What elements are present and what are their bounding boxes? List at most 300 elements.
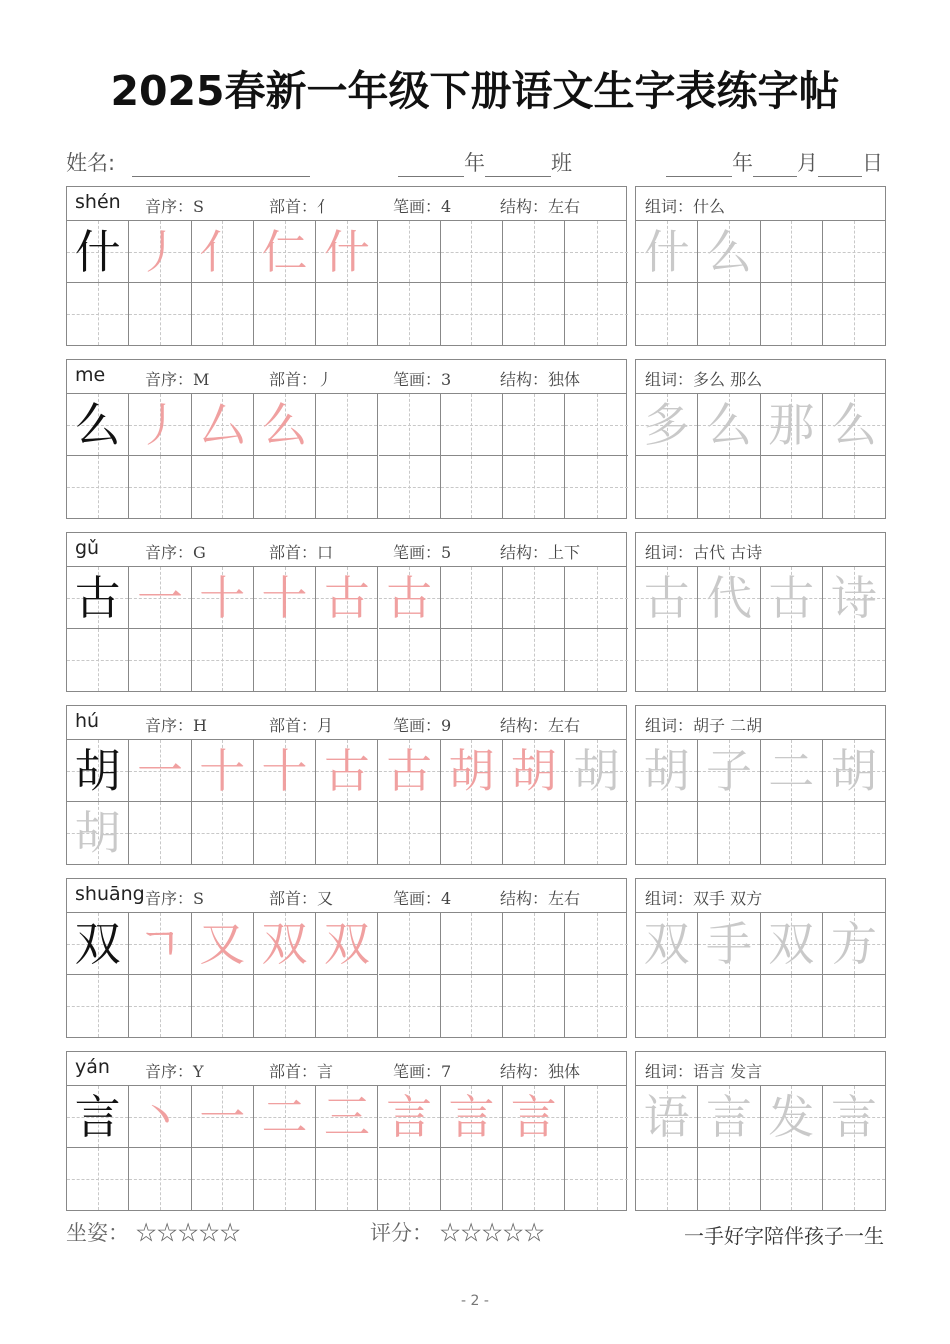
char-block [66, 186, 886, 346]
jiegou-field [500, 713, 580, 736]
trace-char: 双 [643, 916, 690, 971]
word-info-row [636, 1052, 885, 1086]
stroke-grid [66, 1051, 627, 1211]
jiegou-field [500, 1059, 580, 1082]
practice-cell[interactable] [441, 802, 503, 864]
bushou-field [269, 886, 333, 909]
bihua-field-value: 4 [441, 889, 452, 908]
practice-cell[interactable] [503, 1086, 565, 1148]
practice-cell[interactable] [129, 394, 191, 456]
word-cell[interactable] [823, 913, 885, 975]
bushou-field-value: 亻 [317, 197, 334, 216]
stroke-step: ㄱ [137, 916, 183, 971]
practice-cell[interactable] [129, 975, 191, 1037]
word-cell[interactable] [823, 1148, 885, 1210]
grade-label: 年 [464, 151, 485, 175]
practice-cell[interactable] [316, 913, 378, 975]
word-cell[interactable] [636, 456, 698, 518]
trace-char: 代 [705, 570, 752, 625]
stroke-step: 三 [323, 1089, 370, 1144]
stroke-step: 丿 [136, 224, 183, 279]
practice-cell[interactable] [254, 629, 316, 691]
word-cell[interactable] [636, 629, 698, 691]
practice-cell[interactable] [441, 740, 503, 802]
word-cell[interactable] [761, 394, 823, 456]
word-cell[interactable] [698, 221, 760, 283]
word-cell[interactable] [823, 629, 885, 691]
stroke-step: 十 [199, 743, 246, 798]
name-blank[interactable] [132, 154, 310, 177]
word-grid [635, 878, 886, 1038]
practice-cell[interactable] [192, 394, 254, 456]
bushou-field-value: 月 [317, 716, 334, 735]
yinxu-field [145, 1059, 204, 1082]
score-rating: 评分： ☆☆☆☆☆ [370, 1221, 545, 1245]
practice-cell[interactable] [565, 802, 627, 864]
practice-cell[interactable] [192, 221, 254, 283]
date-field [666, 147, 883, 177]
practice-cell[interactable] [565, 567, 627, 629]
jiegou-field-value: 左右 [548, 889, 581, 908]
yinxu-field-value: M [193, 370, 210, 389]
model-char: 双 [74, 916, 121, 971]
stroke-grid [66, 186, 627, 346]
word-cell[interactable] [698, 283, 760, 345]
practice-cell[interactable] [503, 913, 565, 975]
class-blank[interactable] [485, 154, 551, 177]
bihua-field-value: 9 [441, 716, 452, 735]
practice-cell[interactable] [129, 283, 191, 345]
jiegou-field-value: 左右 [548, 716, 581, 735]
practice-cell[interactable] [441, 1086, 503, 1148]
jiegou-field-label: 结构： [500, 716, 549, 735]
word-cell[interactable] [823, 567, 885, 629]
practice-cell[interactable] [129, 740, 191, 802]
word-cell[interactable] [636, 740, 698, 802]
stroke-step: 丿 [136, 397, 183, 452]
word-cell[interactable] [636, 975, 698, 1037]
bushou-field-value: 言 [317, 1062, 334, 1081]
word-cell[interactable] [698, 913, 760, 975]
jiegou-field [500, 886, 580, 909]
zuci-value: 什么 [693, 197, 726, 216]
word-cell[interactable] [761, 975, 823, 1037]
practice-cell[interactable] [441, 567, 503, 629]
word-cell[interactable] [761, 1148, 823, 1210]
word-cell[interactable] [823, 740, 885, 802]
word-cell[interactable] [636, 1086, 698, 1148]
practice-cell[interactable] [441, 629, 503, 691]
practice-cell[interactable] [67, 629, 129, 691]
practice-cell[interactable] [129, 1148, 191, 1210]
practice-cell[interactable] [565, 1086, 627, 1148]
yinxu-field-label: 音序： [145, 370, 194, 389]
yinxu-field-value: Y [193, 1062, 204, 1081]
stroke-step: 仁 [261, 224, 308, 279]
practice-cell[interactable] [129, 913, 191, 975]
stroke-step: 丶 [136, 1089, 183, 1144]
practice-cell[interactable] [129, 1086, 191, 1148]
word-cell[interactable] [698, 1148, 760, 1210]
name-field [66, 147, 310, 177]
jiegou-field-value: 独体 [548, 370, 581, 389]
practice-cell[interactable] [192, 975, 254, 1037]
word-cell[interactable] [761, 456, 823, 518]
word-cell[interactable] [698, 802, 760, 864]
word-info-row [636, 533, 885, 567]
stroke-step: 言 [448, 1089, 495, 1144]
practice-cell[interactable] [254, 567, 316, 629]
practice-cell[interactable] [254, 221, 316, 283]
practice-cell[interactable] [254, 394, 316, 456]
pinyin: me [75, 364, 106, 386]
class-field [398, 147, 572, 177]
word-cell[interactable] [823, 975, 885, 1037]
word-cell[interactable] [761, 802, 823, 864]
char-block [66, 878, 886, 1038]
trace-char: 言 [705, 1089, 752, 1144]
bushou-field-label: 部首： [269, 1062, 318, 1081]
stroke-step: 古 [386, 743, 433, 798]
bihua-field [393, 540, 451, 563]
word-cell[interactable] [636, 394, 698, 456]
trace-char: 二 [768, 743, 815, 798]
practice-cell[interactable] [192, 629, 254, 691]
practice-cell[interactable] [316, 1148, 378, 1210]
word-cell[interactable] [698, 975, 760, 1037]
word-cell[interactable] [636, 913, 698, 975]
practice-cell[interactable] [441, 283, 503, 345]
zuci-field [645, 194, 725, 217]
practice-cell[interactable] [565, 456, 627, 518]
char-info-row [67, 1052, 626, 1086]
page-number: - 2 - [461, 1293, 489, 1309]
trace-char: 手 [705, 916, 752, 971]
practice-cell[interactable] [503, 221, 565, 283]
word-cell[interactable] [761, 221, 823, 283]
practice-cell[interactable] [379, 1086, 441, 1148]
practice-cell[interactable] [441, 394, 503, 456]
practice-cell[interactable] [316, 221, 378, 283]
char-info-row [67, 187, 626, 221]
trace-char: 语 [643, 1089, 690, 1144]
word-cell[interactable] [636, 221, 698, 283]
word-cell[interactable] [698, 567, 760, 629]
char-block [66, 532, 886, 692]
practice-cell[interactable] [565, 629, 627, 691]
zuci-label: 组词： [645, 716, 694, 735]
word-cell[interactable] [761, 740, 823, 802]
word-cell[interactable] [698, 394, 760, 456]
practice-cell[interactable] [129, 456, 191, 518]
bushou-field [269, 367, 333, 390]
year-blank[interactable] [666, 154, 732, 177]
stroke-step: 又 [199, 916, 246, 971]
yinxu-field-label: 音序： [145, 716, 194, 735]
practice-cell[interactable] [379, 740, 441, 802]
practice-cell[interactable] [254, 1148, 316, 1210]
name-label: 姓名: [66, 151, 116, 175]
practice-cell[interactable] [379, 567, 441, 629]
practice-cell[interactable] [565, 1148, 627, 1210]
practice-cell[interactable] [67, 456, 129, 518]
yinxu-field-label: 音序： [145, 197, 194, 216]
yinxu-field [145, 367, 209, 390]
zuci-label: 组词： [645, 543, 694, 562]
model-char: 什 [74, 224, 121, 279]
zuci-value: 双手 双方 [693, 889, 763, 908]
word-cell[interactable] [823, 456, 885, 518]
pinyin: yán [75, 1056, 110, 1078]
practice-cell[interactable] [379, 629, 441, 691]
practice-cell[interactable] [67, 221, 129, 283]
practice-cell[interactable] [379, 913, 441, 975]
practice-cell[interactable] [503, 567, 565, 629]
stroke-step: 十 [261, 743, 308, 798]
practice-cell[interactable] [192, 456, 254, 518]
bihua-field-label: 笔画： [393, 370, 442, 389]
practice-cell[interactable] [565, 740, 627, 802]
word-grid [635, 532, 886, 692]
practice-cell[interactable] [379, 1148, 441, 1210]
jiegou-field-label: 结构： [500, 1062, 549, 1081]
bihua-field-label: 笔画： [393, 716, 442, 735]
practice-cell[interactable] [192, 913, 254, 975]
bushou-field-label: 部首： [269, 889, 318, 908]
practice-cell[interactable] [67, 740, 129, 802]
jiegou-field-label: 结构： [500, 889, 549, 908]
trace-char: 言 [831, 1089, 878, 1144]
day-label: 日 [862, 151, 883, 175]
day-blank[interactable] [818, 154, 862, 177]
bihua-field-label: 笔画： [393, 889, 442, 908]
stroke-step: 什 [323, 224, 370, 279]
yinxu-field [145, 713, 207, 736]
word-cell[interactable] [761, 567, 823, 629]
practice-cell[interactable] [67, 1148, 129, 1210]
stroke-step: 亻 [199, 224, 246, 279]
practice-cell[interactable] [67, 802, 129, 864]
trace-char: 胡 [74, 806, 121, 860]
practice-cell[interactable] [254, 456, 316, 518]
practice-cell[interactable] [192, 740, 254, 802]
word-grid [635, 186, 886, 346]
jiegou-field-value: 左右 [548, 197, 581, 216]
word-cell[interactable] [761, 1086, 823, 1148]
trace-char: 胡 [643, 743, 690, 798]
practice-cell[interactable] [565, 913, 627, 975]
word-cell[interactable] [698, 740, 760, 802]
word-cell[interactable] [823, 394, 885, 456]
zuci-value: 语言 发言 [693, 1062, 763, 1081]
word-cell[interactable] [636, 1148, 698, 1210]
word-cell[interactable] [761, 913, 823, 975]
zuci-field [645, 713, 762, 736]
word-grid [635, 705, 886, 865]
char-block [66, 705, 886, 865]
word-cell[interactable] [823, 1086, 885, 1148]
yinxu-field [145, 886, 204, 909]
practice-cell[interactable] [565, 221, 627, 283]
bihua-field [393, 1059, 451, 1082]
jiegou-field [500, 540, 580, 563]
practice-cell[interactable] [254, 802, 316, 864]
practice-cell[interactable] [379, 802, 441, 864]
practice-cell[interactable] [254, 913, 316, 975]
practice-cell[interactable] [192, 283, 254, 345]
practice-cell[interactable] [503, 394, 565, 456]
trace-char: 么 [705, 397, 752, 452]
bihua-field-value: 3 [441, 370, 452, 389]
practice-cell[interactable] [379, 456, 441, 518]
word-cell[interactable] [698, 456, 760, 518]
word-cell[interactable] [823, 283, 885, 345]
jiegou-field-label: 结构： [500, 197, 549, 216]
zuci-field [645, 1059, 762, 1082]
practice-cell[interactable] [503, 283, 565, 345]
bihua-field-label: 笔画： [393, 1062, 442, 1081]
word-cell[interactable] [636, 283, 698, 345]
bihua-field [393, 367, 451, 390]
stroke-step: 么 [261, 397, 308, 452]
stroke-step: 胡 [448, 743, 495, 798]
word-cell[interactable] [698, 1086, 760, 1148]
practice-cell[interactable] [129, 802, 191, 864]
practice-cell[interactable] [316, 567, 378, 629]
char-info-row [67, 533, 626, 567]
practice-cell[interactable] [316, 1086, 378, 1148]
bushou-field [269, 194, 333, 217]
word-grid [635, 1051, 886, 1211]
page-title: 2025春新一年级下册语文生字表练字帖 [110, 67, 840, 115]
word-cell[interactable] [761, 283, 823, 345]
month-label: 月 [797, 151, 818, 175]
model-char: 言 [74, 1089, 121, 1144]
model-char: 么 [74, 397, 121, 452]
practice-cell[interactable] [503, 456, 565, 518]
stroke-step: 厶 [199, 397, 246, 452]
practice-cell[interactable] [316, 456, 378, 518]
word-cell[interactable] [636, 802, 698, 864]
practice-cell[interactable] [441, 221, 503, 283]
jiegou-field-value: 上下 [548, 543, 581, 562]
practice-cell[interactable] [67, 567, 129, 629]
practice-cell[interactable] [503, 1148, 565, 1210]
practice-cell[interactable] [503, 629, 565, 691]
practice-cell[interactable] [316, 394, 378, 456]
zuci-field [645, 886, 762, 909]
practice-cell[interactable] [192, 802, 254, 864]
posture-rating: 坐姿： ☆☆☆☆☆ [66, 1221, 241, 1245]
practice-cell[interactable] [316, 283, 378, 345]
class-label: 班 [551, 151, 572, 175]
practice-cell[interactable] [316, 802, 378, 864]
jiegou-field-label: 结构： [500, 370, 549, 389]
practice-cell[interactable] [67, 1086, 129, 1148]
zuci-value: 多么 那么 [693, 370, 763, 389]
bihua-field-value: 4 [441, 197, 452, 216]
practice-cell[interactable] [503, 740, 565, 802]
bihua-field [393, 886, 451, 909]
practice-cell[interactable] [316, 629, 378, 691]
bihua-field [393, 194, 451, 217]
trace-char: 什 [643, 224, 690, 279]
practice-cell[interactable] [254, 740, 316, 802]
trace-char: 双 [768, 916, 815, 971]
practice-cell[interactable] [379, 283, 441, 345]
practice-cell[interactable] [316, 740, 378, 802]
practice-cell[interactable] [129, 629, 191, 691]
word-info-row [636, 360, 885, 394]
word-cell[interactable] [823, 802, 885, 864]
word-grid [635, 359, 886, 519]
bushou-field [269, 540, 333, 563]
yinxu-field-label: 音序： [145, 543, 194, 562]
practice-cell[interactable] [503, 802, 565, 864]
practice-cell[interactable] [379, 975, 441, 1037]
practice-cell[interactable] [441, 456, 503, 518]
stroke-grid [66, 705, 627, 865]
stroke-step: 古 [323, 743, 370, 798]
stroke-step: 言 [386, 1089, 433, 1144]
word-cell[interactable] [698, 629, 760, 691]
zuci-value: 古代 古诗 [693, 543, 763, 562]
practice-cell[interactable] [503, 975, 565, 1037]
practice-cell[interactable] [565, 394, 627, 456]
char-info-row [67, 706, 626, 740]
pinyin: shuāng [75, 883, 145, 905]
practice-cell[interactable] [565, 283, 627, 345]
yinxu-field-label: 音序： [145, 889, 194, 908]
grade-blank[interactable] [398, 154, 464, 177]
practice-cell[interactable] [67, 975, 129, 1037]
practice-cell[interactable] [192, 1086, 254, 1148]
bihua-field-label: 笔画： [393, 543, 442, 562]
practice-cell[interactable] [254, 1086, 316, 1148]
practice-cell[interactable] [129, 567, 191, 629]
practice-cell[interactable] [254, 975, 316, 1037]
practice-cell[interactable] [192, 567, 254, 629]
word-cell[interactable] [636, 567, 698, 629]
practice-cell[interactable] [67, 283, 129, 345]
practice-cell[interactable] [192, 1148, 254, 1210]
practice-cell[interactable] [67, 913, 129, 975]
practice-cell[interactable] [316, 975, 378, 1037]
char-info-row [67, 879, 626, 913]
stroke-step: 一 [136, 743, 183, 798]
stroke-step: 言 [510, 1089, 557, 1144]
pinyin: gǔ [75, 537, 100, 559]
practice-cell[interactable] [441, 1148, 503, 1210]
practice-cell[interactable] [254, 283, 316, 345]
practice-cell[interactable] [565, 975, 627, 1037]
year-label: 年 [732, 151, 753, 175]
practice-cell[interactable] [379, 394, 441, 456]
practice-cell[interactable] [441, 975, 503, 1037]
stroke-step: 十 [261, 570, 308, 625]
practice-cell[interactable] [441, 913, 503, 975]
word-cell[interactable] [823, 221, 885, 283]
practice-cell[interactable] [129, 221, 191, 283]
word-cell[interactable] [761, 629, 823, 691]
stroke-step: 古 [323, 570, 370, 625]
practice-cell[interactable] [379, 221, 441, 283]
practice-cell[interactable] [67, 394, 129, 456]
bushou-field-value: 又 [317, 889, 334, 908]
yinxu-field-value: S [193, 197, 204, 216]
char-info-row [67, 360, 626, 394]
month-blank[interactable] [753, 154, 797, 177]
